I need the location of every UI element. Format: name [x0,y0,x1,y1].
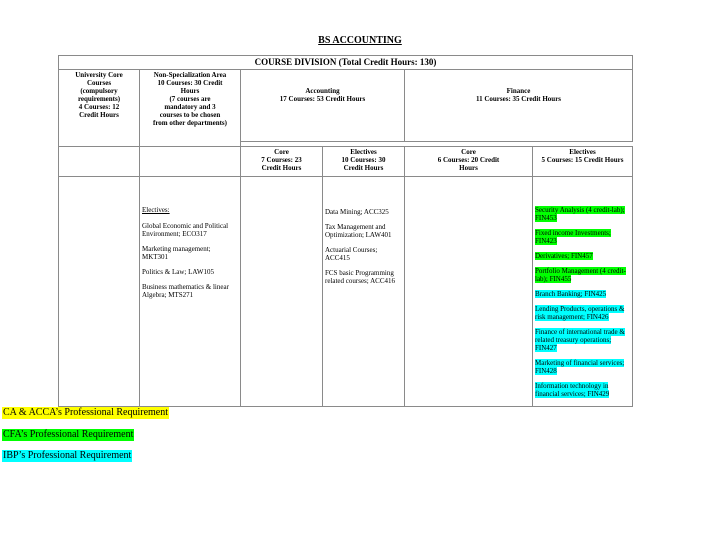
list-item: Lending Products, operations & risk management; FIN426 [535,305,625,321]
accounting-header: Accounting 17 Courses: 53 Credit Hours [241,70,405,142]
list-item: Branch Banking; FIN425 [535,290,607,298]
finance-header: Finance 11 Courses: 35 Credit Hours [405,70,633,142]
legend-ibp: IBP’s Professional Requirement [3,450,132,461]
legend-ca-acca: CA & ACCA’s Professional Requirement [3,407,168,418]
list-item: Derivatives; FIN457 [535,252,593,260]
accounting-electives-header: Electives 10 Courses: 30 Credit Hours [323,147,405,177]
non-specialization-header: Non-Specialization Area 10 Courses: 30 Credit Hours (7 courses are mandatory and 3 courses to be chosen from other departments) [140,70,241,147]
course-division-header: COURSE DIVISION (Total Credit Hours: 130) [59,56,633,70]
accounting-core-header: Core 7 Courses: 23 Credit Hours [241,147,323,177]
list-item: Fixed income Investments; FIN423 [535,229,611,245]
list-item: Security Analysis (4 credit-lab); FIN453 [535,206,625,222]
list-item: Portfolio Management (4 credit-lab); FIN455 [535,267,626,283]
list-item: Information technology in financial services; FIN429 [535,382,610,398]
finance-core-header: Core 6 Courses: 20 Credit Hours [405,147,533,177]
legend-cfa: CFA’s Professional Requirement [3,429,134,440]
list-item: Actuarial Courses; ACC415 [325,246,378,262]
university-core-subheader-blank [59,147,140,177]
list-item: Finance of international trade & related treasury operations; FIN427 [535,328,625,352]
finance-core-courses-cell [405,177,533,407]
list-item: Business mathematics & linear Algebra; MTS271 [142,283,229,299]
list-item: Data Mining; ACC325 [325,208,389,216]
electives-heading: Electives: [142,206,170,214]
finance-electives-header: Electives 5 Courses: 15 Credit Hours [533,147,633,177]
accounting-core-courses-cell [241,177,323,407]
course-division-table [58,55,633,407]
non-spec-electives-cell [140,177,241,407]
list-item: FCS basic Programming related courses; ACC416 [325,269,395,285]
list-item: Global Economic and Political Environment; ECO317 [142,222,229,238]
university-core-courses-cell [59,177,140,407]
university-core-header: University Core Courses (compulsory requirements) 4 Courses: 12 Credit Hours [59,70,140,147]
non-spec-subheader-blank [140,147,241,177]
list-item: Politics & Law; LAW105 [142,268,214,276]
list-item: Marketing management; MKT301 [142,245,211,261]
document-title: BS ACCOUNTING [318,35,402,46]
list-item: Tax Management and Optimization; LAW401 [325,223,392,239]
accounting-electives-cell [323,177,405,407]
finance-electives-cell [533,177,633,407]
list-item: Marketing of financial services; FIN428 [535,359,625,375]
